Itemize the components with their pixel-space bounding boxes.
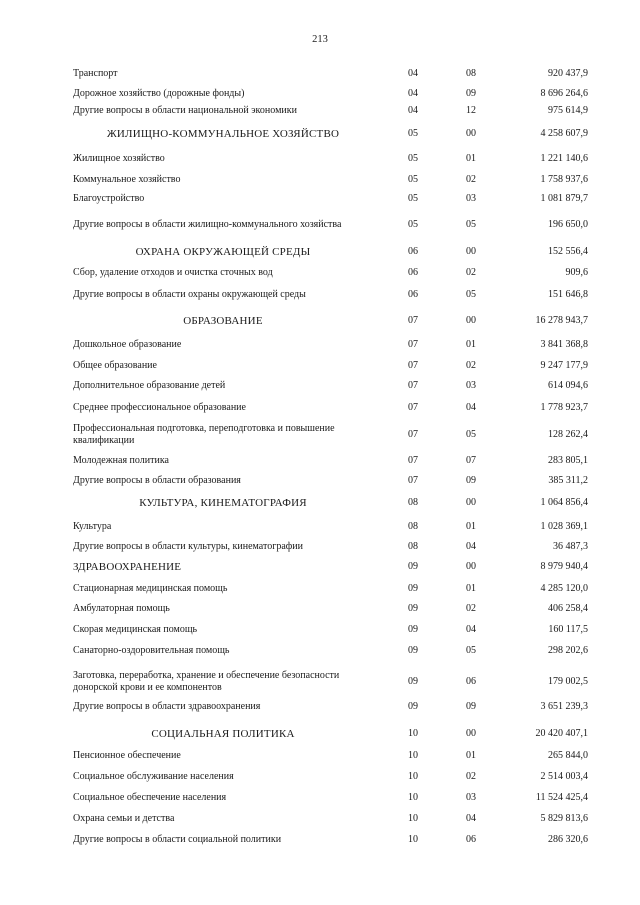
row-amount: 265 844,0	[548, 750, 588, 761]
row-name: Другие вопросы в области жилищно-коммунального хозяйства	[73, 219, 342, 230]
row-subsection-code: 02	[466, 267, 476, 278]
row-section-code: 05	[408, 219, 418, 230]
row-subsection-code: 05	[466, 429, 476, 440]
row-name: Жилищное хозяйство	[73, 153, 165, 164]
row-section-code: 09	[408, 645, 418, 656]
row-name: Пенсионное обеспечение	[73, 750, 181, 761]
row-subsection-code: 03	[466, 792, 476, 803]
row-amount: 614 094,6	[548, 380, 588, 391]
row-subsection-code: 08	[466, 68, 476, 79]
row-section-code: 07	[408, 380, 418, 391]
row-subsection-code: 05	[466, 289, 476, 300]
row-name: Благоустройство	[73, 193, 145, 204]
row-subsection-code: 01	[466, 339, 476, 350]
row-name: Заготовка, переработка, хранение и обеспечение безопасности донорской крови и ее компонентов	[73, 670, 340, 693]
row-amount: 196 650,0	[548, 219, 588, 230]
row-section-code: 10	[408, 792, 418, 803]
row-name: Культура	[73, 521, 112, 532]
row-section-code: 07	[408, 402, 418, 413]
row-section-code: 04	[408, 68, 418, 79]
row-subsection-code: 03	[466, 193, 476, 204]
row-name: Транспорт	[73, 68, 118, 79]
row-section-code: 10	[408, 728, 418, 739]
row-name: Стационарная медицинская помощь	[73, 583, 228, 594]
row-amount: 2 514 003,4	[540, 771, 588, 782]
row-amount: 298 202,6	[548, 645, 588, 656]
row-subsection-code: 04	[466, 813, 476, 824]
row-amount: 1 778 923,7	[540, 402, 588, 413]
row-amount: 179 002,5	[548, 676, 588, 687]
row-subsection-code: 09	[466, 475, 476, 486]
row-section-code: 07	[408, 339, 418, 350]
row-section-code: 07	[408, 455, 418, 466]
row-section-code: 04	[408, 88, 418, 99]
row-section-code: 10	[408, 834, 418, 845]
row-section-code: 07	[408, 429, 418, 440]
row-subsection-code: 01	[466, 153, 476, 164]
row-section-code: 07	[408, 475, 418, 486]
row-section-code: 10	[408, 813, 418, 824]
row-name: Молодежная политика	[73, 455, 169, 466]
row-amount: 4 258 607,9	[540, 128, 588, 139]
row-subsection-code: 04	[466, 402, 476, 413]
row-amount: 406 258,4	[548, 603, 588, 614]
row-section-code: 08	[408, 497, 418, 508]
row-amount: 8 979 940,4	[540, 561, 588, 572]
row-section-code: 09	[408, 603, 418, 614]
row-amount: 152 556,4	[548, 246, 588, 257]
section-heading: СОЦИАЛЬНАЯ ПОЛИТИКА	[151, 728, 295, 740]
row-subsection-code: 00	[466, 561, 476, 572]
row-amount: 160 117,5	[548, 624, 588, 635]
row-name: Среднее профессиональное образование	[73, 402, 246, 413]
row-amount: 16 278 943,7	[535, 315, 588, 326]
row-subsection-code: 09	[466, 88, 476, 99]
row-name: Другие вопросы в области здравоохранения	[73, 701, 261, 712]
row-section-code: 05	[408, 128, 418, 139]
row-subsection-code: 06	[466, 834, 476, 845]
row-subsection-code: 12	[466, 105, 476, 116]
row-name: Дополнительное образование детей	[73, 380, 226, 391]
row-amount: 5 829 813,6	[540, 813, 588, 824]
row-name: Общее образование	[73, 360, 157, 371]
row-section-code: 07	[408, 360, 418, 371]
row-name: Дорожное хозяйство (дорожные фонды)	[73, 88, 245, 99]
section-heading: ОБРАЗОВАНИЕ	[183, 315, 263, 327]
row-section-code: 09	[408, 583, 418, 594]
row-amount: 3 841 368,8	[540, 339, 588, 350]
row-subsection-code: 03	[466, 380, 476, 391]
row-subsection-code: 04	[466, 624, 476, 635]
row-subsection-code: 05	[466, 219, 476, 230]
row-amount: 8 696 264,6	[540, 88, 588, 99]
row-section-code: 08	[408, 541, 418, 552]
row-subsection-code: 05	[466, 645, 476, 656]
row-amount: 920 437,9	[548, 68, 588, 79]
row-name: Другие вопросы в области образования	[73, 475, 241, 486]
row-name: Дошкольное образование	[73, 339, 182, 350]
row-name: Профессиональная подготовка, переподготовка и повышение квалификации	[73, 423, 335, 446]
row-amount: 20 420 407,1	[535, 728, 588, 739]
page-number: 213	[312, 34, 328, 45]
row-section-code: 09	[408, 701, 418, 712]
section-heading: ОХРАНА ОКРУЖАЮЩЕЙ СРЕДЫ	[135, 246, 311, 258]
row-amount: 4 285 120,0	[540, 583, 588, 594]
row-subsection-code: 02	[466, 771, 476, 782]
row-amount: 975 614,9	[548, 105, 588, 116]
row-amount: 36 487,3	[553, 541, 588, 552]
section-heading: КУЛЬТУРА, КИНЕМАТОГРАФИЯ	[139, 497, 307, 509]
row-amount: 11 524 425,4	[535, 792, 588, 803]
row-amount: 283 805,1	[548, 455, 588, 466]
row-subsection-code: 01	[466, 750, 476, 761]
row-subsection-code: 01	[466, 583, 476, 594]
row-name: Социальное обслуживание населения	[73, 771, 234, 782]
row-section-code: 06	[408, 246, 418, 257]
section-heading: ЖИЛИЩНО-КОММУНАЛЬНОЕ ХОЗЯЙСТВО	[106, 128, 340, 140]
row-section-code: 05	[408, 193, 418, 204]
row-subsection-code: 00	[466, 315, 476, 326]
row-amount: 3 651 239,3	[540, 701, 588, 712]
row-section-code: 09	[408, 624, 418, 635]
row-amount: 9 247 177,9	[540, 360, 588, 371]
row-name: Амбулаторная помощь	[73, 603, 170, 614]
row-amount: 1 081 879,7	[540, 193, 588, 204]
row-subsection-code: 02	[466, 174, 476, 185]
row-subsection-code: 06	[466, 676, 476, 687]
row-amount: 1 221 140,6	[540, 153, 588, 164]
row-section-code: 06	[408, 289, 418, 300]
row-amount: 1 758 937,6	[540, 174, 588, 185]
section-heading: ЗДРАВООХРАНЕНИЕ	[73, 561, 182, 573]
row-section-code: 05	[408, 174, 418, 185]
row-name: Сбор, удаление отходов и очистка сточных вод	[73, 267, 273, 278]
row-subsection-code: 07	[466, 455, 476, 466]
row-amount: 1 064 856,4	[540, 497, 588, 508]
row-subsection-code: 00	[466, 728, 476, 739]
row-subsection-code: 01	[466, 521, 476, 532]
row-section-code: 09	[408, 561, 418, 572]
row-amount: 128 262,4	[548, 429, 588, 440]
row-section-code: 08	[408, 521, 418, 532]
row-section-code: 09	[408, 676, 418, 687]
row-name: Другие вопросы в области охраны окружающей среды	[73, 289, 306, 300]
row-name: Социальное обеспечение населения	[73, 792, 227, 803]
row-subsection-code: 00	[466, 497, 476, 508]
row-section-code: 10	[408, 771, 418, 782]
row-name: Скорая медицинская помощь	[73, 624, 198, 635]
row-section-code: 07	[408, 315, 418, 326]
row-name: Другие вопросы в области социальной политики	[73, 834, 282, 845]
row-name: Коммунальное хозяйство	[73, 174, 181, 185]
row-amount: 385 311,2	[548, 475, 588, 486]
row-amount: 909,6	[565, 267, 588, 278]
row-name: Санаторно-оздоровительная помощь	[73, 645, 230, 656]
row-section-code: 05	[408, 153, 418, 164]
row-section-code: 10	[408, 750, 418, 761]
row-section-code: 06	[408, 267, 418, 278]
row-name: Другие вопросы в области культуры, кинематографии	[73, 541, 303, 552]
row-subsection-code: 02	[466, 603, 476, 614]
row-subsection-code: 09	[466, 701, 476, 712]
row-subsection-code: 02	[466, 360, 476, 371]
row-subsection-code: 04	[466, 541, 476, 552]
row-subsection-code: 00	[466, 246, 476, 257]
row-subsection-code: 00	[466, 128, 476, 139]
row-name: Охрана семьи и детства	[73, 813, 175, 824]
row-amount: 1 028 369,1	[540, 521, 588, 532]
row-section-code: 04	[408, 105, 418, 116]
row-name: Другие вопросы в области национальной экономики	[73, 105, 297, 116]
row-amount: 286 320,6	[548, 834, 588, 845]
row-amount: 151 646,8	[548, 289, 588, 300]
